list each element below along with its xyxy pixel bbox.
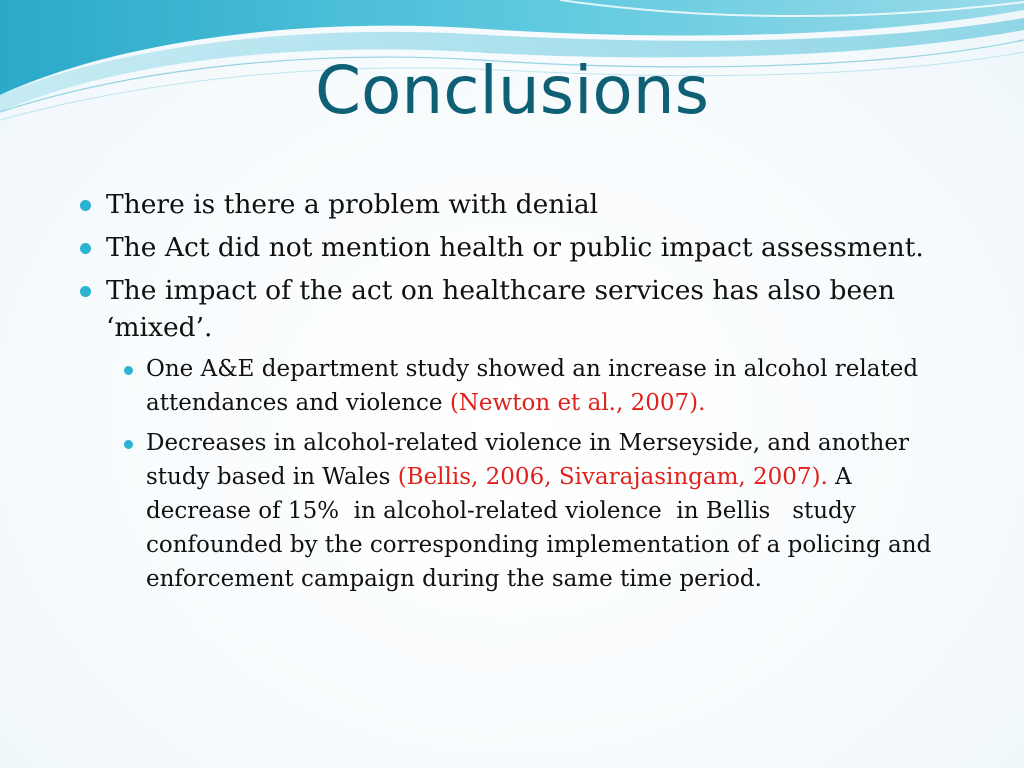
slide-title: Conclusions — [314, 52, 710, 129]
bullet-text: There is there a problem with denial — [106, 189, 599, 220]
sub-bullet-text: Decreases in alcohol-related violence in Merseyside, and another study based in Wales — [146, 430, 909, 490]
bullet-item — [78, 186, 958, 223]
bullet-item — [78, 229, 958, 266]
bullet-dot-icon — [80, 286, 91, 297]
bullet-text: The Act did not mention health or public impact assessment. — [106, 232, 924, 263]
citation-text: (Newton et al., 2007). — [449, 390, 706, 416]
slide-content — [78, 186, 958, 602]
sub-bullet-item — [78, 426, 958, 596]
sub-bullet-text-continued: A decrease of 15% in alcohol-related violence in Bellis study confounded by the corresponding implementation of a policing and enforcement campaign during the same time period. — [146, 464, 939, 592]
bullet-dot-icon — [80, 243, 91, 254]
citation-text: (Bellis, 2006, Sivarajasingam, 2007). — [397, 464, 828, 490]
bullet-text: The impact of the act on healthcare services has also been ‘mixed’. — [106, 275, 895, 343]
bullet-dot-icon — [80, 200, 91, 211]
sub-bullet-dot-icon — [124, 366, 133, 375]
sub-bullet-text: One A&E department study showed an increase in alcohol related attendances and violence — [146, 356, 919, 416]
sub-bullet-dot-icon — [124, 440, 133, 449]
sub-bullet-item — [78, 352, 958, 420]
bullet-item — [78, 272, 958, 346]
